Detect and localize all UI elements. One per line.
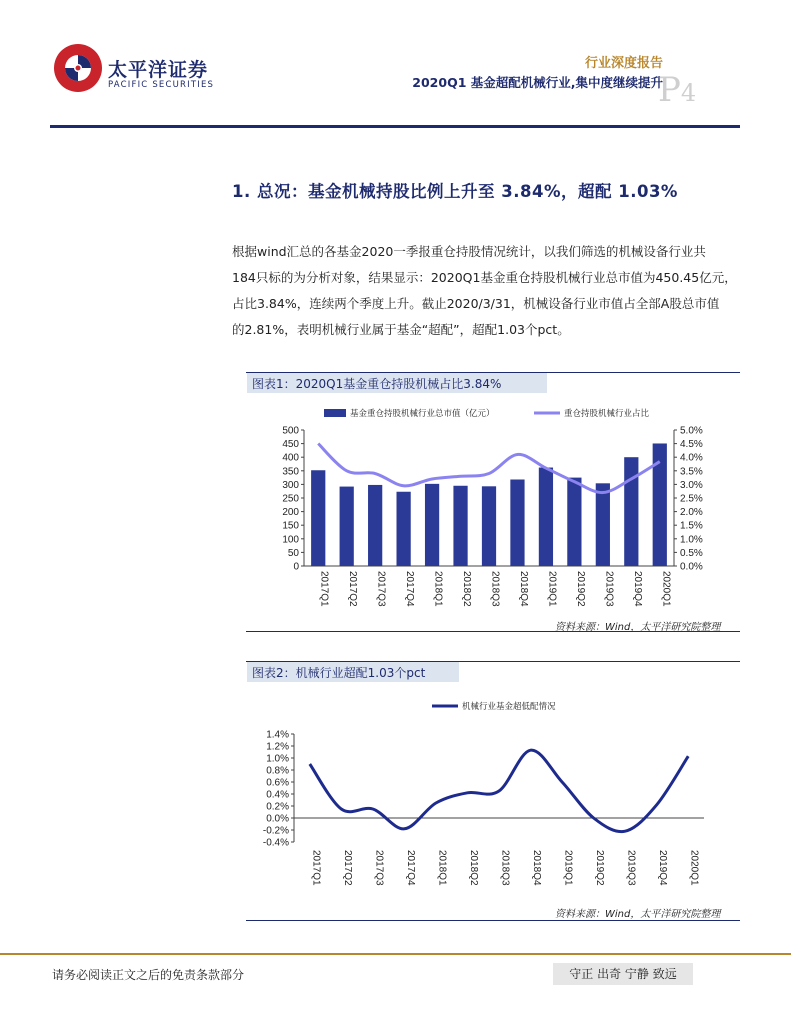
bar bbox=[453, 486, 467, 566]
x-tick-label: 2019Q2 bbox=[594, 850, 606, 886]
x-tick-label: 2019Q4 bbox=[631, 571, 643, 607]
x-tick-label: 2017Q4 bbox=[404, 850, 416, 886]
bar bbox=[425, 484, 439, 566]
body-line: 的2.81%，表明机械行业属于基金“超配”，超配1.03个pct。 bbox=[232, 322, 570, 337]
y2-tick-label: 0.0% bbox=[680, 561, 703, 573]
footer-divider bbox=[0, 953, 791, 955]
x-tick-label: 2020Q1 bbox=[660, 571, 672, 607]
y-tick-label: 1.2% bbox=[266, 741, 289, 753]
report-subtitle: 2020Q1 基金超配机械行业,集中度继续提升 bbox=[412, 75, 663, 90]
footer-motto: 守正 出奇 宁静 致远 bbox=[553, 963, 693, 985]
header-divider bbox=[50, 125, 740, 128]
bar bbox=[624, 457, 638, 566]
x-tick-label: 2018Q2 bbox=[467, 850, 479, 886]
page-letter: P bbox=[658, 70, 681, 110]
y-tick-label: 150 bbox=[282, 520, 299, 532]
x-tick-label: 2019Q3 bbox=[603, 571, 615, 607]
body-line: 184只标的为分析对象，结果显示：2020Q1基金重仓持股机械行业总市值为450.45亿元， bbox=[232, 270, 737, 285]
page-number bbox=[658, 70, 696, 110]
y2-tick-label: 3.0% bbox=[680, 479, 703, 491]
x-tick-label: 2018Q3 bbox=[489, 571, 501, 607]
series-line-overweight bbox=[310, 750, 688, 831]
y2-tick-label: 1.0% bbox=[680, 534, 703, 546]
bar bbox=[539, 468, 553, 566]
y-tick-label: 0.4% bbox=[266, 789, 289, 801]
x-tick-label: 2017Q2 bbox=[341, 850, 353, 886]
y-tick-label: 250 bbox=[282, 493, 299, 505]
y2-tick-label: 1.5% bbox=[680, 520, 703, 532]
y-tick-label: 300 bbox=[282, 479, 299, 491]
bar bbox=[482, 486, 496, 566]
figure-1-chart bbox=[246, 396, 740, 618]
x-tick-label: 2017Q1 bbox=[310, 850, 322, 886]
legend-label: 重仓持股机械行业占比 bbox=[564, 408, 650, 418]
legend-label: 基金重仓持股机械行业总市值（亿元） bbox=[350, 408, 495, 418]
y-tick-label: 50 bbox=[287, 547, 299, 559]
x-tick-label: 2018Q3 bbox=[499, 850, 511, 886]
x-tick-label: 2017Q1 bbox=[318, 571, 330, 607]
y2-tick-label: 5.0% bbox=[680, 425, 703, 437]
y2-tick-label: 2.5% bbox=[680, 493, 703, 505]
section-title: 1. 总况：基金机械持股比例上升至 3.84%，超配 1.03% bbox=[232, 182, 678, 201]
figure-1-source: 资料来源：Wind，太平洋研究院整理 bbox=[555, 622, 721, 633]
y-tick-label: 1.0% bbox=[266, 753, 289, 765]
x-tick-label: 2019Q4 bbox=[657, 850, 669, 886]
y-tick-label: 100 bbox=[282, 534, 299, 546]
y-tick-label: 500 bbox=[282, 425, 299, 437]
footer-disclaimer: 请务必阅读正文之后的免责条款部分 bbox=[52, 968, 245, 982]
x-tick-label: 2017Q4 bbox=[404, 571, 416, 607]
figure-1-title: 图表1：2020Q1基金重仓持股机械占比3.84% bbox=[252, 377, 502, 391]
y-tick-label: -0.2% bbox=[262, 825, 289, 837]
x-tick-label: 2018Q4 bbox=[517, 571, 529, 607]
x-tick-label: 2018Q1 bbox=[432, 571, 444, 607]
x-tick-label: 2019Q1 bbox=[546, 571, 558, 607]
x-tick-label: 2017Q2 bbox=[347, 571, 359, 607]
bar bbox=[368, 485, 382, 566]
y-tick-label: 450 bbox=[282, 439, 299, 451]
x-tick-label: 2018Q1 bbox=[436, 850, 448, 886]
y-tick-label: 0 bbox=[293, 561, 299, 573]
x-tick-label: 2019Q3 bbox=[625, 850, 637, 886]
report-type: 行业深度报告 bbox=[584, 56, 663, 71]
y-tick-label: 1.4% bbox=[266, 729, 289, 741]
y2-tick-label: 3.5% bbox=[680, 466, 703, 478]
body-line: 根据wind汇总的各基金2020一季报重仓持股情况统计，以我们筛选的机械设备行业共 bbox=[232, 244, 706, 259]
y-tick-label: 0.0% bbox=[266, 813, 289, 825]
x-tick-label: 2019Q1 bbox=[562, 850, 574, 886]
figure-2-source: 资料来源：Wind，太平洋研究院整理 bbox=[555, 909, 721, 920]
bar bbox=[397, 492, 411, 566]
x-tick-label: 2018Q2 bbox=[461, 571, 473, 607]
y-tick-label: -0.4% bbox=[262, 837, 289, 849]
x-tick-label: 2017Q3 bbox=[373, 850, 385, 886]
y2-tick-label: 4.0% bbox=[680, 452, 703, 464]
legend-label: 机械行业基金超低配情况 bbox=[462, 701, 556, 711]
bar bbox=[311, 470, 325, 566]
x-tick-label: 2018Q4 bbox=[531, 850, 543, 886]
bar bbox=[340, 487, 354, 566]
logo-text-cn: 太平洋证券 bbox=[108, 59, 209, 81]
y-tick-label: 350 bbox=[282, 466, 299, 478]
page-digit: 4 bbox=[680, 79, 697, 107]
y2-tick-label: 4.5% bbox=[680, 439, 703, 451]
logo-icon bbox=[52, 42, 104, 94]
figure-2-chart bbox=[246, 686, 740, 904]
x-tick-label: 2017Q3 bbox=[375, 571, 387, 607]
bar bbox=[596, 483, 610, 566]
body-line: 占比3.84%，连续两个季度上升。截止2020/3/31，机械设备行业市值占全部A股总市值 bbox=[232, 296, 720, 311]
bar bbox=[567, 478, 581, 566]
logo-text-en: PACIFIC SECURITIES bbox=[108, 80, 215, 90]
y-tick-label: 0.2% bbox=[266, 801, 289, 813]
y2-tick-label: 2.0% bbox=[680, 507, 703, 519]
y-tick-label: 0.8% bbox=[266, 765, 289, 777]
x-tick-label: 2020Q1 bbox=[688, 850, 700, 886]
y2-tick-label: 0.5% bbox=[680, 547, 703, 559]
y-tick-label: 400 bbox=[282, 452, 299, 464]
bar bbox=[510, 480, 524, 566]
x-tick-label: 2019Q2 bbox=[574, 571, 586, 607]
legend-swatch-bar bbox=[324, 409, 346, 417]
figure-2-title: 图表2：机械行业超配1.03个pct bbox=[252, 666, 426, 680]
y-tick-label: 200 bbox=[282, 507, 299, 519]
y-tick-label: 0.6% bbox=[266, 777, 289, 789]
